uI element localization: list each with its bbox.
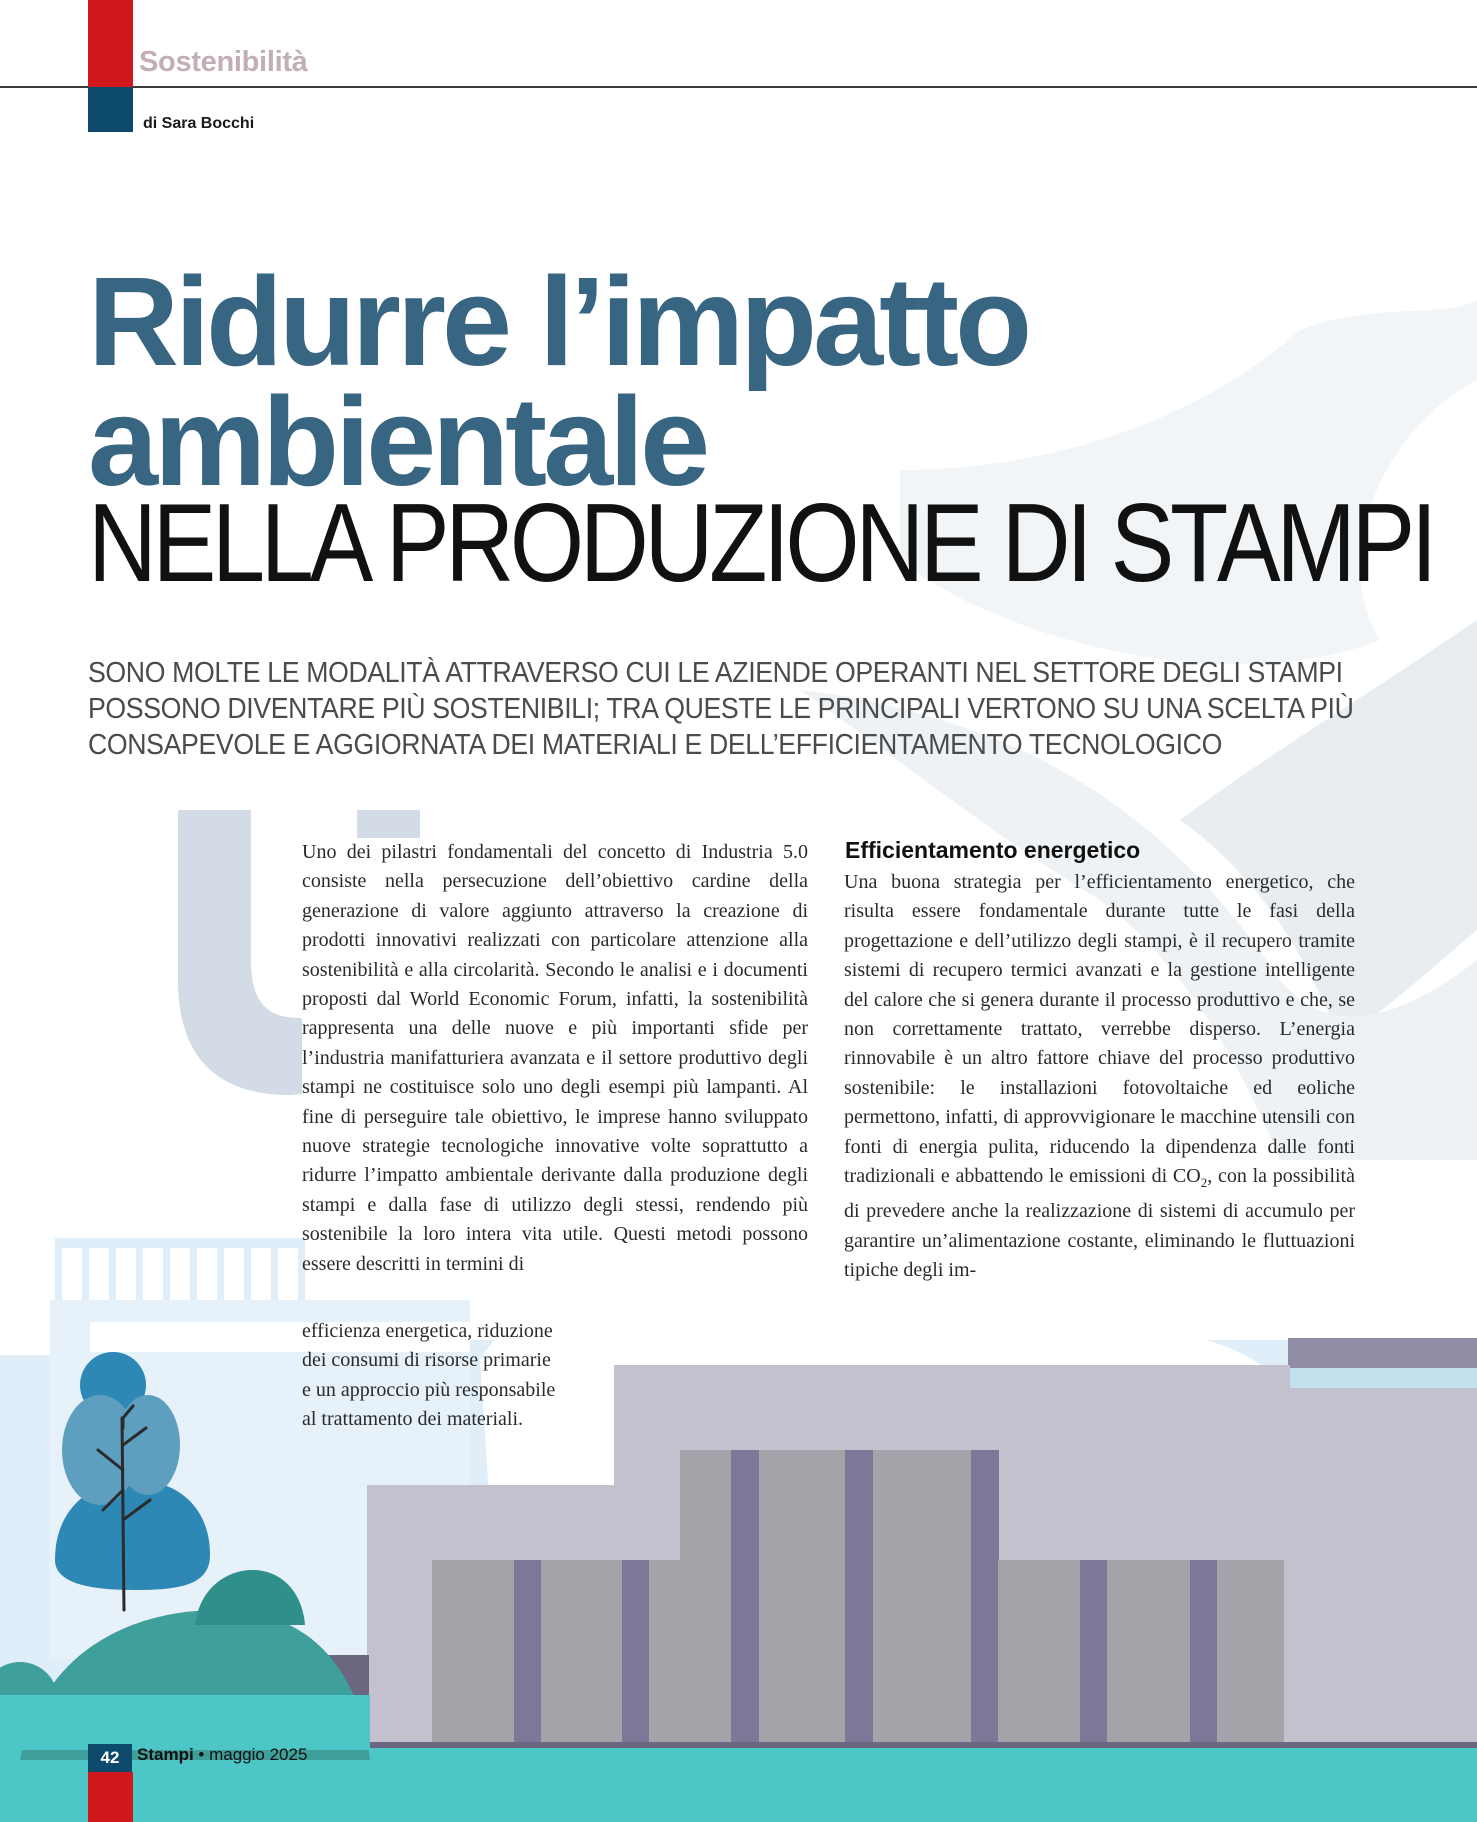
body-column-1: Uno dei pilastri fondamentali del concetto di Industria 5.0 consiste nella persecuzione dell’obiettivo cardine della generazione di valore aggiunto attraverso la creazione di prodotti innovativi realizzati con particolare attenzione alla sostenibilità e alla circolarità. Secondo le analisi e i documenti proposti dal World Economic Forum, infatti, la sostenibilità rappresenta una delle nuove e più importanti sfide per l’industria manifatturiera avanzata e il settore produttivo degli stampi ne costituisce solo uno degli esempi più lampanti. Al fine di perseguire tale obiettivo, le imprese hanno sviluppato nuove strategie tecnologiche innovative volte soprattutto a ridurre l’impatto ambientale derivante dalla produzione degli stampi e dalla fase di utilizzo degli stessi, rendendo più sostenibile la loro intera vita utile. Questi metodi possono essere descritti in termini di xyxy=(302,841,808,1275)
magazine-name: Stampi xyxy=(137,1745,194,1764)
headline-bold xyxy=(88,251,1029,512)
drop-cap-u xyxy=(178,810,302,1095)
drop-cap-u-right xyxy=(357,810,420,838)
red-tab-bottom xyxy=(88,1772,133,1822)
tree-right-foliage xyxy=(116,1395,180,1495)
right-sky-window xyxy=(1288,1368,1477,1388)
lead-line-3: CONSAPEVOLE E AGGIORNATA DEI MATERIALI E DELL’EFFICIENTAMENTO TECNOLOGICO xyxy=(88,729,1222,761)
author-byline: di Sara Bocchi xyxy=(143,115,255,132)
lead-line-1: SONO MOLTE LE MODALITÀ ATTRAVERSO CUI LE AZIENDE OPERANTI NEL SETTORE DEGLI STAMPI xyxy=(88,657,1343,689)
red-tab-top xyxy=(88,0,133,87)
pillar-c3 xyxy=(971,1450,999,1750)
pillar-c2 xyxy=(845,1450,873,1750)
col2-text-b: , con la possibilità di prevedere anche la realizzazione di sistemi di accumulo per garantire un’alimentazione costante, eliminando le fluttuazioni tipiche degli im- xyxy=(844,1165,1355,1282)
co2-subscript: 2 xyxy=(1200,1175,1208,1191)
col2-text-a: Una buona strategia per l’efficientamento energetico, che risulta essere fondamentale durante tutte le fasi della progettazione e dell’utilizzo degli stampi, è il recupero tramite sistemi di recupero termici avanzati e la gestione intelligente del calore che si genera durante il processo produttivo e che, se non correttamente trattato, verrebbe disperso. L’energia rinnovabile è un altro fattore chiave del processo produttivo sostenibile: le installazioni fotovoltaiche ed eoliche permettono, infatti, di approvvigionare le macchine utensili con fonti di energia pulita, riducendo la dipendenza dalle fonti tradizionali e abbattendo le emissioni di CO xyxy=(844,871,1355,1188)
headline-line-1: Ridurre l’impatto xyxy=(88,251,1029,392)
header-rule xyxy=(0,86,1477,88)
page-number: 42 xyxy=(88,1744,132,1772)
railing-bar xyxy=(55,1238,305,1248)
lead-paragraph xyxy=(88,655,1388,763)
footer-bullet: • xyxy=(198,1745,205,1764)
headline-line-2: ambientale xyxy=(88,371,707,512)
pillar-l2 xyxy=(622,1560,649,1750)
ground-left xyxy=(0,1695,370,1750)
pillar-r1 xyxy=(1080,1560,1107,1750)
factory-right-panel xyxy=(998,1560,1284,1750)
pillar-r2 xyxy=(1190,1560,1217,1750)
section-rubric: Sostenibilità xyxy=(139,46,308,78)
pillar-c1 xyxy=(731,1450,759,1750)
pillar-l1 xyxy=(514,1560,541,1750)
tail-line-3: e un approccio più responsabile xyxy=(302,1378,556,1401)
right-roof-band xyxy=(1288,1338,1477,1368)
subhead-efficientamento: Efficientamento energetico xyxy=(845,837,1141,863)
factory-center-panel xyxy=(680,1450,998,1750)
tail-line-2: dei consumi di risorse primarie xyxy=(302,1349,551,1372)
footer-magazine xyxy=(137,1745,307,1765)
tail-line-4: al trattamento dei materiali. xyxy=(302,1408,524,1431)
issue-date: maggio 2025 xyxy=(209,1745,308,1764)
headline-subtitle: NELLA PRODUZIONE DI STAMPI xyxy=(88,481,1434,605)
navy-tab-top xyxy=(88,87,133,132)
body-column-1-tail xyxy=(302,1317,632,1435)
right-building xyxy=(1290,1388,1477,1748)
body-column-2 xyxy=(844,868,1355,1286)
tail-line-1: efficienza energetica, riduzione xyxy=(302,1320,553,1342)
lead-line-2: POSSONO DIVENTARE PIÙ SOSTENIBILI; TRA QUESTE LE PRINCIPALI VERTONO SU UNA SCELTA PIÙ xyxy=(88,693,1354,725)
